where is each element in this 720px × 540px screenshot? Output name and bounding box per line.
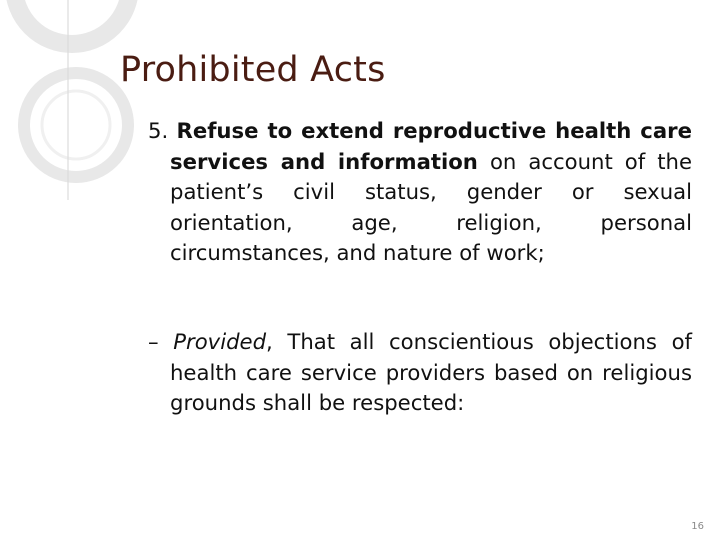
item-rest-text: on account of the patient’s civil status, gender or sexual orientation, age, religion, personal circumstances, and nature of work; <box>170 148 692 266</box>
item-number: 5. <box>148 118 169 143</box>
item-bold-text: Refuse to extend reproductive health care services and information <box>170 118 692 174</box>
proviso-dash: – <box>148 329 159 354</box>
decorative-rings <box>0 0 140 200</box>
ring-decoration-graphic <box>14 0 130 200</box>
proviso-rest-text: , That all conscientious objections of health care service providers based on religious grounds shall be respected: <box>170 329 692 416</box>
page-number: 16 <box>691 521 704 532</box>
prohibited-act-item-5 <box>148 116 692 269</box>
slide-title: Prohibited Acts <box>120 50 386 90</box>
proviso-italic-text: Provided <box>173 329 267 354</box>
proviso-paragraph <box>148 327 692 419</box>
